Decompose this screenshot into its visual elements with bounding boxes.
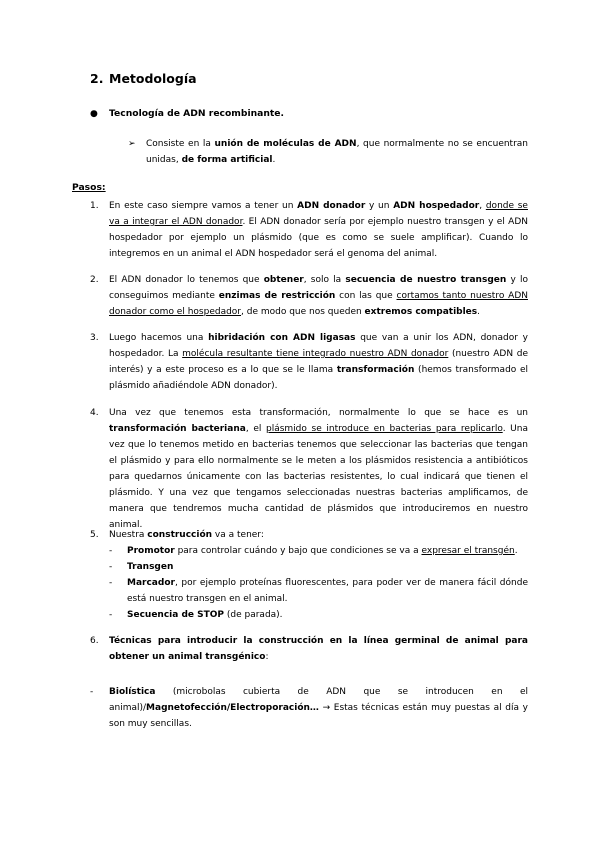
step-item-2 — [90, 272, 528, 320]
step-item-6 — [90, 633, 528, 665]
topic-title: Tecnología de ADN recombinante. — [109, 108, 285, 119]
text-span: y lo conseguimos mediante — [109, 275, 528, 301]
bold-span: Secuencia de STOP — [127, 610, 225, 620]
definition-paragraph — [128, 136, 528, 168]
text-span: , el — [245, 424, 266, 434]
bullet-dot-icon: ● — [90, 109, 98, 119]
text-span: En este caso siempre vamos a tener un — [109, 201, 298, 211]
arrow-bullet-icon: ➢ — [128, 139, 136, 149]
construction-item-marcador — [109, 575, 528, 607]
bold-span: ADN donador — [297, 201, 366, 211]
step-item-1 — [90, 198, 528, 262]
text-span: : — [265, 652, 269, 662]
bold-span: hibridación con ADN ligasas — [208, 333, 356, 343]
dash-bullet-icon: - — [109, 610, 113, 620]
step-number: 2. — [90, 275, 99, 285]
construction-item-transgen — [109, 559, 528, 575]
step-text — [109, 405, 528, 533]
bold-span: transformación — [336, 365, 415, 375]
topic-bullet — [90, 108, 284, 119]
section-title: Metodología — [109, 71, 197, 86]
text-span: . — [477, 307, 481, 317]
techniques-text — [109, 684, 528, 732]
step-text — [109, 633, 528, 665]
underlined-span: molécula resultante tiene integrado nuestro ADN donador — [182, 349, 449, 359]
bold-span: Promotor — [127, 546, 175, 556]
text-span: . Una vez que lo tenemos metido en bacterias tenemos que seleccionar las bacterias que tengan el plásmido y para ello normalmente se le meten a los plásmidos resistencia a antibióticos para quedarnos únicamente con las bacterias resistentes, lo cual indicará que tienen el plásmido. Y una vez que tengamos seleccionadas nuestras bacterias amplificamos, de manera que tendremos mucha cantidad de plásmidos que introduciremos en nuestro animal. — [109, 424, 528, 530]
text-span: Una vez que tenemos esta transformación, normalmente lo que se hace es un — [109, 408, 528, 418]
text-span: , — [479, 201, 486, 211]
text-span: (de parada). — [224, 610, 283, 620]
section-heading — [90, 71, 197, 86]
text-span: Consiste en la — [146, 139, 215, 149]
step-text — [109, 527, 528, 623]
text-span: (microbolas cubierta de ADN que se introducen en el animal)/ — [109, 687, 528, 713]
text-span: → Estas técnicas están muy puestas al día y son muy sencillas. — [109, 703, 528, 729]
step-number: 5. — [90, 530, 99, 540]
bold-span: Transgen — [127, 562, 174, 572]
dash-bullet-icon: - — [109, 578, 113, 588]
text-span: para controlar cuándo y bajo que condiciones se va a — [174, 546, 422, 556]
bold-span: Biolística — [109, 687, 156, 697]
step-item-4 — [90, 405, 528, 533]
text-span: . El ADN donador sería por ejemplo nuestro transgen y el ADN hospedador por ejemplo un plásmido (que es como se suele amplificar). Cuando lo integremos en un animal el ADN hospedador será el genoma del animal. — [109, 217, 528, 259]
construction-item-stop — [109, 607, 528, 623]
text-span: (nuestro ADN de interés) y a este proceso es a lo que se le llama — [109, 349, 528, 375]
dash-bullet-icon: - — [109, 562, 113, 572]
techniques-paragraph — [90, 684, 528, 732]
text-span: , que normalmente no se encuentran unidas, — [146, 139, 529, 165]
step-text — [109, 198, 528, 262]
underlined-span: plásmido se introduce en bacterias para replicarlo — [266, 424, 503, 434]
bold-span: enzimas de restricción — [218, 291, 336, 301]
text-span: , de modo que nos queden — [241, 307, 365, 317]
text-span: va a tener: — [212, 530, 264, 540]
text-span: , solo la — [303, 275, 346, 285]
bold-span: ADN hospedador — [393, 201, 480, 211]
definition-text — [146, 136, 528, 168]
bold-span: obtener — [263, 275, 304, 285]
text-span: El ADN donador lo tenemos que — [109, 275, 264, 285]
bold-span: construcción — [147, 530, 213, 540]
construction-list — [109, 543, 528, 623]
text-span: . — [272, 155, 276, 165]
text-span: . — [514, 546, 518, 556]
bold-span: unión de moléculas de ADN — [214, 139, 357, 149]
step-item-3 — [90, 330, 528, 394]
step-number: 3. — [90, 333, 99, 343]
bold-span: Marcador — [127, 578, 175, 588]
text-span: y un — [365, 201, 394, 211]
bold-span: de forma artificial — [181, 155, 273, 165]
underlined-span: cortamos tanto nuestro ADN donador como el hospedador — [109, 291, 528, 317]
bold-span: secuencia de nuestro transgen — [345, 275, 507, 285]
construction-item-promotor — [109, 543, 528, 559]
steps-heading: Pasos: — [72, 182, 106, 193]
dash-bullet-icon: - — [109, 546, 113, 556]
step-number: 6. — [90, 636, 99, 646]
bold-span: Magnetofección/Electroporación… — [146, 703, 319, 713]
text-span: que van a unir los ADN, donador y hospedador. La — [109, 333, 528, 359]
step-number: 1. — [90, 201, 99, 211]
text-span: Luego hacemos una — [109, 333, 209, 343]
text-span: , por ejemplo proteínas fluorescentes, para poder ver de manera fácil dónde está nuestro transgen en el animal. — [127, 578, 528, 604]
underlined-span: expresar el transgén — [421, 546, 515, 556]
step-number: 4. — [90, 408, 99, 418]
text-span: Nuestra — [109, 530, 148, 540]
bold-span: Técnicas para introducir la construcción en la línea germinal de animal para obtener un animal transgénico — [109, 636, 528, 662]
text-span: (hemos transformado el plásmido añadiéndole ADN donador). — [109, 365, 528, 391]
text-span: con las que — [335, 291, 397, 301]
bold-span: extremos compatibles — [364, 307, 478, 317]
step-text — [109, 272, 528, 320]
bold-span: transformación bacteriana — [109, 424, 246, 434]
underlined-span: donde se va a integrar el ADN donador — [109, 201, 528, 227]
section-number: 2. — [90, 71, 104, 86]
dash-bullet-icon: - — [90, 687, 94, 697]
step-item-5 — [90, 527, 528, 623]
step-text — [109, 330, 528, 394]
